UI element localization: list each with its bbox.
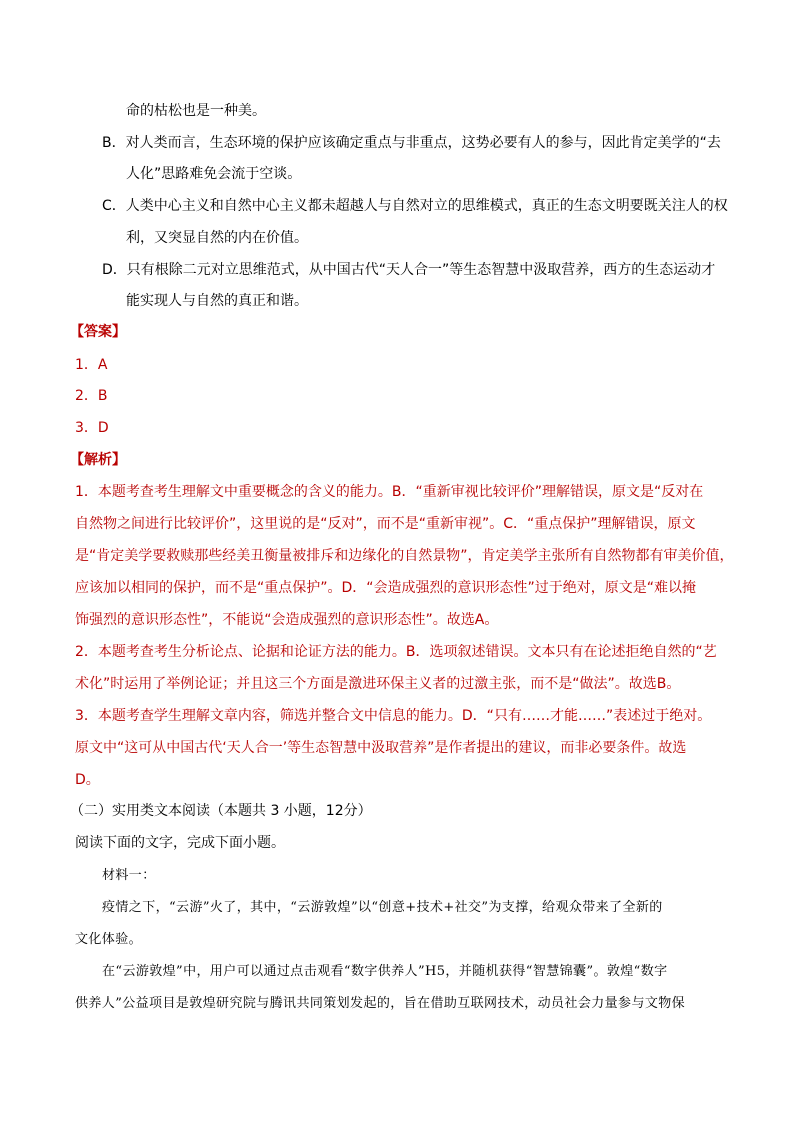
option-c-line2: 利，又突显自然的内在价值。 <box>126 230 308 246</box>
option-a-tail: 命的枯松也是一种美。 <box>126 103 266 119</box>
analysis-q3-line1: 3．本题考查学生理解文章内容，筛选并整合文中信息的能力。D．“只有……才能……”表述过于绝对。 <box>75 708 712 724</box>
answer-item-2: 2．B <box>75 388 108 404</box>
section-instruction: 阅读下面的文字，完成下面小题。 <box>75 835 285 851</box>
analysis-q1-line4: 应该加以相同的保护，而不是“重点保护”。D．“会造成强烈的意识形态性”过于绝对，原文是“难以掩 <box>75 580 697 596</box>
analysis-q1-line5: 饰强烈的意识形态性”，不能说“会造成强烈的意识形态性”。故选A。 <box>75 612 499 628</box>
para2-line2: 供养人”公益项目是敦煌研究院与腾讯共同策划发起的，旨在借助互联网技术，动员社会力量参与文物保 <box>75 996 686 1011</box>
option-d-line2: 能实现人与自然的真正和谐。 <box>126 293 308 309</box>
analysis-q1-line1: 1．本题考查考生理解文中重要概念的含义的能力。B．“重新审视比较评价”理解错误，原文是“反对在 <box>75 484 704 500</box>
para1-line1: 疫情之下，“云游”火了，其中，“云游敦煌”以“创意+技术+社交”为支撑，给观众带来了全新的 <box>102 900 663 915</box>
material-label: 材料一： <box>102 868 156 883</box>
para1-line2: 文化体验。 <box>75 932 143 947</box>
answer-heading: 【答案】 <box>70 324 126 340</box>
analysis-q2-line2: 术化”时运用了举例论证；并且这三个方面是激进环保主义者的过激主张，而不是“做法”。故选B。 <box>75 676 681 692</box>
option-d-line1: D．只有根除二元对立思维范式，从中国古代“天人合一”等生态智慧中汲取营养，西方的生态运动才 <box>102 262 716 278</box>
answer-item-1: 1．A <box>75 357 108 373</box>
para2-line1: 在“云游敦煌”中，用户可以通过点击观看“数字供养人”H5，并随机获得“智慧锦囊”。敦煌“数字 <box>102 964 668 979</box>
analysis-q2-line1: 2．本题考查考生分析论点、论据和论证方法的能力。B．选项叙述错误。文本只有在论述拒绝自然的“艺 <box>75 644 717 660</box>
answer-item-3: 3．D <box>75 420 109 436</box>
option-b-line1: B．对人类而言，生态环境的保护应该确定重点与非重点，这势必要有人的参与，因此肯定美学的“去 <box>102 135 721 151</box>
option-b-line2: 人化”思路难免会流于空谈。 <box>126 166 302 182</box>
analysis-q3-line2: 原文中“这可从中国古代‘天人合一’等生态智慧中汲取营养”是作者提出的建议，而非必要条件。故选 <box>75 740 687 756</box>
section-title: （二）实用类文本阅读（本题共 3 小题，12分） <box>70 803 372 819</box>
analysis-q1-line2: 自然物之间进行比较评价”，这里说的是“反对”，而不是“重新审视”。C．“重点保护”理解错误，原文 <box>75 516 696 532</box>
option-c-line1: C．人类中心主义和自然中心主义都未超越人与自然对立的思维模式，真正的生态文明要既关注人的权 <box>102 198 728 214</box>
analysis-q3-line3: D。 <box>75 772 100 788</box>
analysis-heading: 【解析】 <box>70 452 126 468</box>
analysis-q1-line3: 是“肯定美学要救赎那些经美丑衡量被排斥和边缘化的自然景物”，肯定美学主张所有自然物都有审美价值， <box>75 548 734 564</box>
